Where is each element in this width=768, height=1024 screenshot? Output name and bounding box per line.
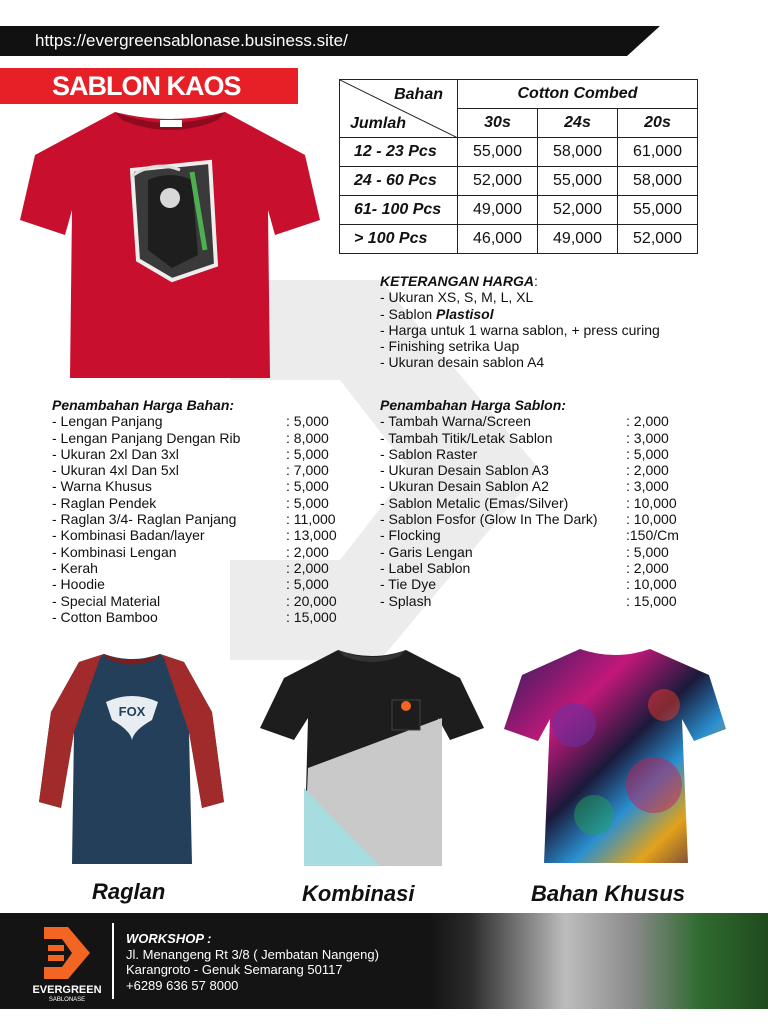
surcharge-value: : 5,000 bbox=[286, 494, 329, 511]
surcharge-value: : 2,000 bbox=[286, 543, 329, 560]
surcharge-label: - Special Material bbox=[52, 592, 161, 609]
surcharge-row bbox=[52, 527, 352, 543]
surcharge-row bbox=[52, 462, 352, 478]
raglan-caption: Raglan bbox=[92, 879, 166, 904]
surcharge-row bbox=[52, 593, 352, 609]
phone-number[interactable]: +6289 636 57 8000 bbox=[126, 977, 239, 993]
surcharge-row bbox=[380, 527, 690, 543]
surcharge-value: : 11,000 bbox=[286, 511, 336, 528]
surcharge-value: :150/Cm bbox=[626, 527, 679, 544]
qty-cell: 24 - 60 Pcs bbox=[340, 167, 458, 196]
workshop-label: WORKSHOP : bbox=[126, 931, 212, 946]
price-table bbox=[339, 79, 698, 254]
website-url[interactable]: https://evergreensablonase.business.site/ bbox=[35, 31, 348, 50]
surcharge-value: : 5,000 bbox=[286, 445, 329, 462]
print-surcharge-heading: Penambahan Harga Sablon: bbox=[380, 397, 566, 413]
surcharge-label: - Lengan Panjang bbox=[52, 413, 163, 430]
note-item: - Sablon Plastisol bbox=[380, 305, 494, 322]
surcharge-label: - Raglan 3/4- Raglan Panjang bbox=[52, 511, 237, 528]
surcharge-label: - Cotton Bamboo bbox=[52, 608, 158, 625]
print-surcharge-list bbox=[380, 397, 690, 609]
surcharge-row bbox=[52, 495, 352, 511]
price-cell: 61,000 bbox=[618, 138, 698, 167]
table-corner-header bbox=[340, 80, 458, 138]
surcharge-value: : 10,000 bbox=[626, 576, 677, 593]
surcharge-row bbox=[52, 446, 352, 462]
note-item: - Harga untuk 1 warna sablon, + press curing bbox=[380, 321, 660, 338]
surcharge-row bbox=[380, 413, 690, 429]
bahan-label: Bahan bbox=[394, 86, 443, 103]
address-line-1: Jl. Menangeng Rt 3/8 ( Jembatan Nangeng) bbox=[126, 946, 379, 962]
note-item: - Ukuran desain sablon A4 bbox=[380, 354, 545, 371]
surcharge-label: - Kombinasi Badan/layer bbox=[52, 527, 205, 544]
raglan-print: FOX bbox=[118, 704, 146, 719]
surcharge-label: - Hoodie bbox=[52, 576, 105, 593]
surcharge-value: : 8,000 bbox=[286, 429, 329, 446]
surcharge-value: : 3,000 bbox=[626, 429, 669, 446]
brand-sub: SABLONASE bbox=[48, 997, 86, 1003]
surcharge-row bbox=[52, 609, 352, 625]
surcharge-value: : 20,000 bbox=[286, 592, 337, 609]
surcharge-label: - Lengan Panjang Dengan Rib bbox=[52, 429, 241, 446]
evergreen-logo bbox=[26, 923, 108, 1003]
surcharge-label: - Label Sablon bbox=[380, 559, 471, 576]
surcharge-row bbox=[380, 462, 690, 478]
surcharge-row bbox=[380, 576, 690, 592]
surcharge-label: - Splash bbox=[380, 592, 432, 609]
surcharge-value: : 2,000 bbox=[626, 413, 669, 430]
surcharge-row bbox=[52, 544, 352, 560]
surcharge-row bbox=[380, 593, 690, 609]
note-item: - Ukuran XS, S, M, L, XL bbox=[380, 289, 534, 306]
surcharge-row bbox=[52, 478, 352, 494]
surcharge-row bbox=[380, 544, 690, 560]
surcharge-label: - Sablon Raster bbox=[380, 445, 478, 462]
surcharge-value: : 15,000 bbox=[286, 608, 337, 625]
surcharge-row bbox=[380, 478, 690, 494]
surcharge-label: - Ukuran 2xl Dan 3xl bbox=[52, 445, 179, 462]
surcharge-value: : 15,000 bbox=[626, 592, 677, 609]
surcharge-row bbox=[52, 430, 352, 446]
surcharge-label: - Ukuran 4xl Dan 5xl bbox=[52, 462, 179, 479]
surcharge-row bbox=[52, 560, 352, 576]
price-cell: 49,000 bbox=[458, 196, 538, 225]
price-cell: 55,000 bbox=[458, 138, 538, 167]
surcharge-row bbox=[52, 576, 352, 592]
page-title: SABLON KAOS bbox=[52, 71, 241, 101]
surcharge-value: : 5,000 bbox=[286, 413, 329, 430]
surcharge-label: - Garis Lengan bbox=[380, 543, 473, 560]
price-cell: 52,000 bbox=[618, 225, 698, 254]
surcharge-row bbox=[380, 495, 690, 511]
surcharge-label: - Ukuran Desain Sablon A2 bbox=[380, 478, 549, 495]
surcharge-value: : 3,000 bbox=[626, 478, 669, 495]
surcharge-row bbox=[380, 511, 690, 527]
workshop-photo bbox=[430, 913, 768, 1009]
column-header: 30s bbox=[458, 109, 538, 138]
notes-heading: KETERANGAN HARGA bbox=[380, 273, 534, 289]
footer bbox=[0, 913, 768, 1009]
surcharge-label: - Flocking bbox=[380, 527, 441, 544]
surcharge-value: : 5,000 bbox=[626, 543, 669, 560]
brand-name: EVERGREEN bbox=[32, 984, 102, 996]
surcharge-value: : 5,000 bbox=[626, 445, 669, 462]
material-header: Cotton Combed bbox=[458, 80, 698, 109]
surcharge-value: : 5,000 bbox=[286, 576, 329, 593]
surcharge-row bbox=[380, 446, 690, 462]
tie-dye-shirt-image bbox=[504, 645, 726, 865]
note-item: - Finishing setrika Uap bbox=[380, 338, 520, 355]
material-surcharge-heading: Penambahan Harga Bahan: bbox=[52, 397, 235, 413]
table-row bbox=[340, 167, 698, 196]
surcharge-label: - Warna Khusus bbox=[52, 478, 152, 495]
surcharge-label: - Tambah Titik/Letak Sablon bbox=[380, 429, 553, 446]
price-cell: 55,000 bbox=[618, 196, 698, 225]
surcharge-value: : 10,000 bbox=[626, 511, 677, 528]
jumlah-label: Jumlah bbox=[350, 115, 407, 132]
kombinasi-caption: Kombinasi bbox=[302, 881, 415, 906]
price-cell: 55,000 bbox=[538, 167, 618, 196]
surcharge-label: - Ukuran Desain Sablon A3 bbox=[380, 462, 549, 479]
surcharge-row bbox=[380, 430, 690, 446]
surcharge-value: : 2,000 bbox=[626, 462, 669, 479]
table-row bbox=[340, 225, 698, 254]
surcharge-value: : 2,000 bbox=[626, 559, 669, 576]
surcharge-label: - Kerah bbox=[52, 559, 98, 576]
qty-cell: 12 - 23 Pcs bbox=[340, 138, 458, 167]
qty-cell: > 100 Pcs bbox=[340, 225, 458, 254]
price-cell: 58,000 bbox=[538, 138, 618, 167]
surcharge-label: - Raglan Pendek bbox=[52, 494, 157, 511]
surcharge-value: : 7,000 bbox=[286, 462, 329, 479]
surcharge-value: : 13,000 bbox=[286, 527, 337, 544]
surcharge-label: - Kombinasi Lengan bbox=[52, 543, 177, 560]
qty-cell: 61- 100 Pcs bbox=[340, 196, 458, 225]
raglan-shirt-image bbox=[34, 652, 230, 867]
price-notes: KETERANGAN HARGA: - Ukuran XS, S, M, L, XL - Sablon Plastisol - Harga untuk 1 warna sablon, + press curing - Finishing setrika Uap - Ukuran desain sablon A4 bbox=[380, 273, 660, 371]
surcharge-label: - Tie Dye bbox=[380, 576, 437, 593]
price-cell: 49,000 bbox=[538, 225, 618, 254]
bahan-khusus-caption: Bahan Khusus bbox=[531, 881, 686, 906]
column-header: 24s bbox=[538, 109, 618, 138]
workshop-address bbox=[126, 931, 379, 993]
price-cell: 46,000 bbox=[458, 225, 538, 254]
surcharge-value: : 10,000 bbox=[626, 494, 677, 511]
price-cell: 58,000 bbox=[618, 167, 698, 196]
price-cell: 52,000 bbox=[458, 167, 538, 196]
red-tshirt-image bbox=[20, 100, 320, 382]
column-header: 20s bbox=[618, 109, 698, 138]
surcharge-row bbox=[52, 413, 352, 429]
surcharge-value: : 2,000 bbox=[286, 559, 329, 576]
surcharge-label: - Sablon Metalic (Emas/Silver) bbox=[380, 494, 569, 511]
surcharge-label: - Tambah Warna/Screen bbox=[380, 413, 531, 430]
material-surcharge-list bbox=[52, 397, 352, 625]
table-row bbox=[340, 138, 698, 167]
surcharge-row bbox=[380, 560, 690, 576]
table-row bbox=[340, 196, 698, 225]
surcharge-value: : 5,000 bbox=[286, 478, 329, 495]
footer-divider bbox=[112, 923, 114, 999]
surcharge-row bbox=[52, 511, 352, 527]
address-line-2: Karangroto - Genuk Semarang 50117 bbox=[126, 962, 343, 977]
surcharge-label: - Sablon Fosfor (Glow In The Dark) bbox=[380, 511, 598, 528]
price-cell: 52,000 bbox=[538, 196, 618, 225]
kombinasi-shirt-image bbox=[260, 648, 484, 868]
